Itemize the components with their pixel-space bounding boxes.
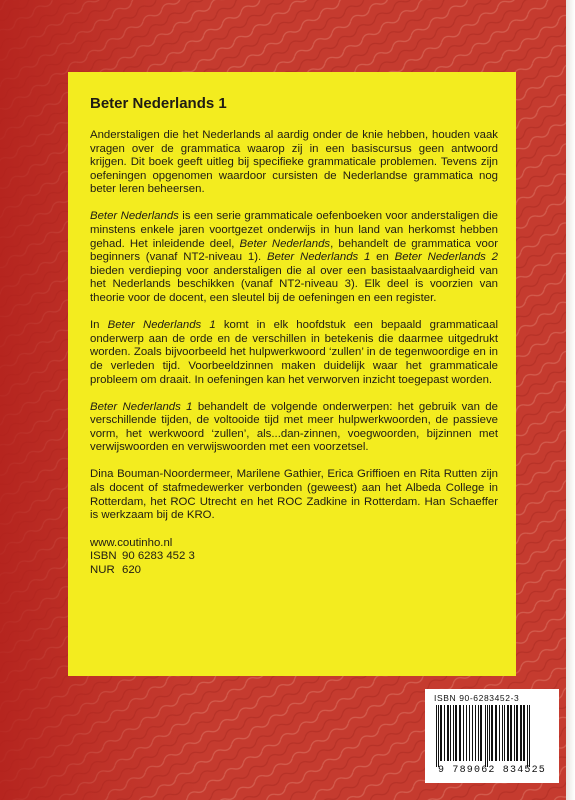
barcode-isbn-text: ISBN 90-6283452-3 <box>434 693 520 703</box>
nur-value: 620 <box>122 564 142 577</box>
intro-paragraph: Anderstaligen die het Nederlands al aardig onder de knie hebben, houden vaak vragen over de grammatica waarop zij in een basiscursus geen antwoord krijgen. Dit boek geeft uitleg bij specifieke grammaticale problemen. Tevens zijn oefeningen opgenomen waardoor cursisten de Nederlandse grammatica nog beter leren beheersen. <box>90 129 498 196</box>
isbn-value: 90 6283 452 3 <box>122 550 195 563</box>
series-name-em-2: Beter Nederlands <box>239 237 331 250</box>
series-text-2: , behandelt de grammatica voor beginners (vanaf NT2-niveau 1). <box>90 237 498 264</box>
publisher-website: www.coutinho.nl <box>90 536 173 549</box>
content-text-1: In <box>90 319 108 332</box>
page-edge <box>566 0 575 800</box>
back-cover-text-panel <box>68 72 516 676</box>
barcode-icon <box>430 705 554 767</box>
barcode-label <box>425 689 559 783</box>
series-text-4: bieden verdieping voor anderstaligen die al over een basistaalvaardigheid van het Nederlands beschikken (vanaf NT2-niveau 3). Elk deel is voorzien van theorie voor de docent, een sleutel bij de oefeningen en een register. <box>90 264 498 305</box>
topics-book-em: Beter Nederlands 1 <box>90 400 193 413</box>
series-text-1: is een serie grammaticale oefenboeken voor anderstaligen die minstens enkele jaren voortgezet onderwijs in hun land van herkomst hebben gehad. Het inleidende deel, <box>90 210 498 250</box>
topics-text: behandelt de volgende onderwerpen: het gebruik van de verschillende tijden, de voltooide tijd met meer hulpwerkwoorden, de passieve vorm, het werkwoord ‘zullen’, als...dan-zinnen, voegwoorden, bijzinnen met verwijswoorden en verwijswoorden met een voorzetsel. <box>90 400 498 454</box>
series-name-em-3: Beter Nederlands 1 <box>266 251 371 264</box>
content-book-em: Beter Nederlands 1 <box>107 319 216 332</box>
authors-paragraph: Dina Bouman-Noordermeer, Marilene Gathier, Erica Griffioen en Rita Rutten zijn als docent of stafmedewerker verbonden (geweest) aan het Albeda College in Rotterdam, het ROC Utrecht en het ROC Zadkine in Rotterdam. Han Schaeffer is werkzaam bij de KRO. <box>90 468 498 522</box>
series-name-em: Beter Nederlands <box>90 210 179 223</box>
barcode-ean-number: 9 789062 834525 <box>437 765 546 776</box>
series-text-3: en <box>370 251 395 264</box>
isbn-label: ISBN <box>90 550 117 563</box>
content-paragraph <box>90 319 498 387</box>
content-text-2: komt in elk hoofdstuk een bepaald grammaticaal onderwerp aan de orde en de verschillen in betekenis die daarmee uitgedrukt worden. Zoals bijvoorbeeld het hulpwerkwoord ‘zullen’ in de tegenwoordige en in de verleden tijd. Voorbeeldzinnen maken duidelijk waar het grammaticale probleem om draait. In oefeningen kan het verworven inzicht toegepast worden. <box>90 319 498 386</box>
nur-label: NUR <box>90 564 115 577</box>
topics-paragraph <box>90 401 498 455</box>
series-name-em-4: Beter Nederlands 2 <box>394 251 498 264</box>
isbn-row <box>90 550 498 564</box>
publication-info <box>90 537 498 578</box>
book-title: Beter Nederlands 1 <box>90 95 227 112</box>
series-paragraph <box>90 210 498 305</box>
nur-row <box>90 564 498 578</box>
